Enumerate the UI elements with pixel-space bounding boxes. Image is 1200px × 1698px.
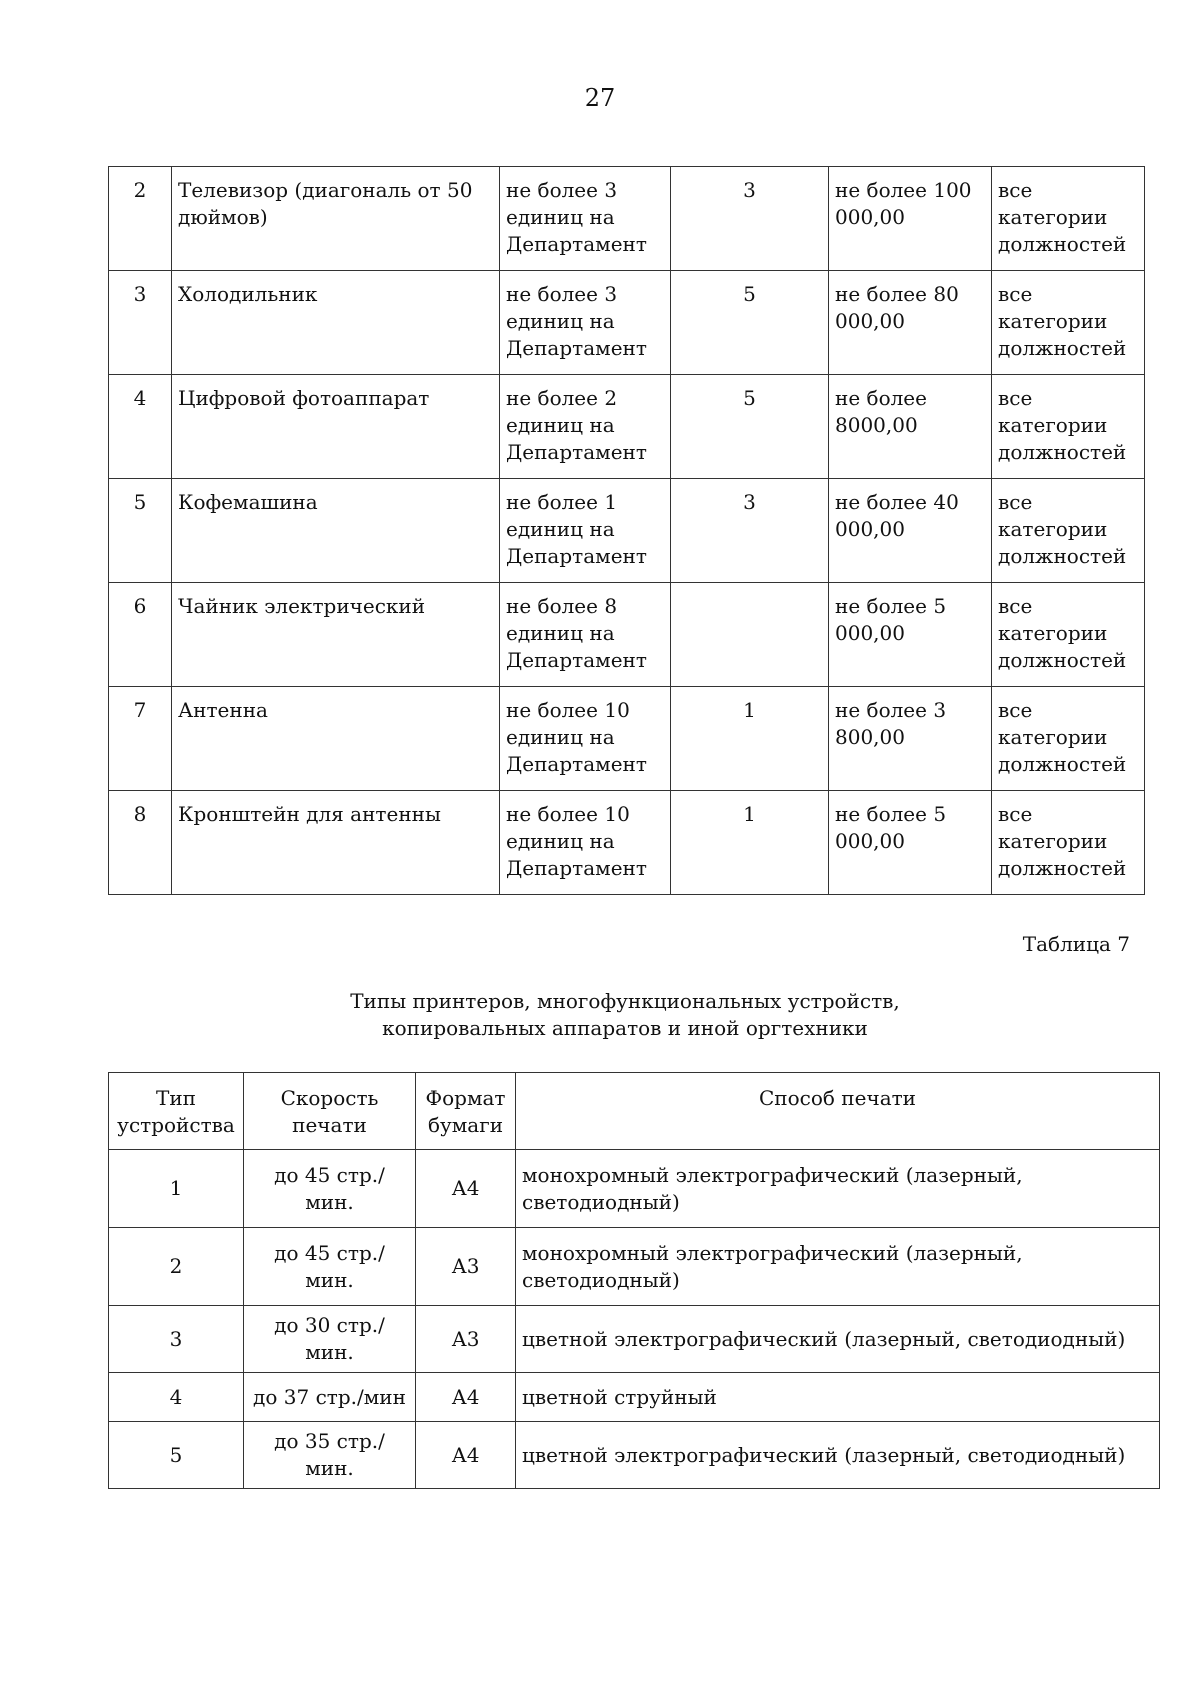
equipment-table xyxy=(108,166,1145,895)
item-years: 5 xyxy=(671,271,829,375)
item-name: Холодильник xyxy=(172,271,500,375)
print-speed: до 30 стр./мин. xyxy=(244,1306,416,1373)
item-price: не более 5 000,00 xyxy=(829,583,992,687)
table-row xyxy=(109,375,1145,479)
table-caption: Таблица 7 xyxy=(1022,932,1130,956)
header-print-method: Способ печати xyxy=(516,1073,1160,1150)
paper-format: А3 xyxy=(416,1306,516,1373)
print-method: цветной электрографический (лазерный, светодиодный) xyxy=(516,1306,1160,1373)
device-type: 1 xyxy=(109,1150,244,1228)
item-quantity: не более 1 единиц на Департамент xyxy=(500,479,671,583)
item-quantity: не более 2 единиц на Департамент xyxy=(500,375,671,479)
table-row xyxy=(109,167,1145,271)
item-price: не более 80 000,00 xyxy=(829,271,992,375)
header-device-type: Тип устройства xyxy=(109,1073,244,1150)
print-method: цветной электрографический (лазерный, светодиодный) xyxy=(516,1422,1160,1489)
table-row xyxy=(109,687,1145,791)
print-method: цветной струйный xyxy=(516,1373,1160,1422)
item-name: Антенна xyxy=(172,687,500,791)
item-years: 3 xyxy=(671,167,829,271)
table-row xyxy=(109,1228,1160,1306)
item-price: не более 5 000,00 xyxy=(829,791,992,895)
item-name: Телевизор (диагональ от 50 дюймов) xyxy=(172,167,500,271)
item-category: все категории должностей xyxy=(992,791,1145,895)
row-number: 7 xyxy=(109,687,172,791)
item-quantity: не более 8 единиц на Департамент xyxy=(500,583,671,687)
header-print-speed: Скорость печати xyxy=(244,1073,416,1150)
table-row xyxy=(109,1306,1160,1373)
item-name: Чайник электрический xyxy=(172,583,500,687)
print-method: монохромный электрографический (лазерный, светодиодный) xyxy=(516,1150,1160,1228)
item-name: Кофемашина xyxy=(172,479,500,583)
item-category: все категории должностей xyxy=(992,167,1145,271)
table-row xyxy=(109,1373,1160,1422)
item-name: Кронштейн для антенны xyxy=(172,791,500,895)
item-years xyxy=(671,583,829,687)
item-price: не более 100 000,00 xyxy=(829,167,992,271)
item-quantity: не более 3 единиц на Департамент xyxy=(500,167,671,271)
item-category: все категории должностей xyxy=(992,479,1145,583)
printer-types-table xyxy=(108,1072,1160,1489)
device-type: 5 xyxy=(109,1422,244,1489)
row-number: 6 xyxy=(109,583,172,687)
item-quantity: не более 10 единиц на Департамент xyxy=(500,687,671,791)
item-name: Цифровой фотоаппарат xyxy=(172,375,500,479)
item-price: не более 3 800,00 xyxy=(829,687,992,791)
item-years: 1 xyxy=(671,791,829,895)
table-header-row xyxy=(109,1073,1160,1150)
paper-format: А4 xyxy=(416,1150,516,1228)
print-speed: до 45 стр./мин. xyxy=(244,1150,416,1228)
table-row xyxy=(109,271,1145,375)
row-number: 5 xyxy=(109,479,172,583)
table-title-line: Типы принтеров, многофункциональных устройств, xyxy=(350,989,900,1013)
item-years: 3 xyxy=(671,479,829,583)
item-years: 1 xyxy=(671,687,829,791)
item-category: все категории должностей xyxy=(992,583,1145,687)
item-price: не более 8000,00 xyxy=(829,375,992,479)
table-row xyxy=(109,583,1145,687)
item-years: 5 xyxy=(671,375,829,479)
print-speed: до 35 стр./мин. xyxy=(244,1422,416,1489)
table-title-line: копировальных аппаратов и иной оргтехники xyxy=(382,1016,868,1040)
paper-format: А4 xyxy=(416,1422,516,1489)
row-number: 8 xyxy=(109,791,172,895)
header-paper-format: Формат бумаги xyxy=(416,1073,516,1150)
item-quantity: не более 10 единиц на Департамент xyxy=(500,791,671,895)
print-speed: до 37 стр./мин xyxy=(244,1373,416,1422)
table-row xyxy=(109,479,1145,583)
item-price: не более 40 000,00 xyxy=(829,479,992,583)
row-number: 4 xyxy=(109,375,172,479)
item-category: все категории должностей xyxy=(992,375,1145,479)
paper-format: А3 xyxy=(416,1228,516,1306)
table-row xyxy=(109,1150,1160,1228)
table-row xyxy=(109,791,1145,895)
item-category: все категории должностей xyxy=(992,687,1145,791)
device-type: 3 xyxy=(109,1306,244,1373)
print-speed: до 45 стр./мин. xyxy=(244,1228,416,1306)
device-type: 2 xyxy=(109,1228,244,1306)
page-number: 27 xyxy=(584,84,616,112)
table-row xyxy=(109,1422,1160,1489)
item-quantity: не более 3 единиц на Департамент xyxy=(500,271,671,375)
device-type: 4 xyxy=(109,1373,244,1422)
row-number: 3 xyxy=(109,271,172,375)
paper-format: А4 xyxy=(416,1373,516,1422)
table-title xyxy=(200,988,1050,1042)
row-number: 2 xyxy=(109,167,172,271)
print-method: монохромный электрографический (лазерный, светодиодный) xyxy=(516,1228,1160,1306)
item-category: все категории должностей xyxy=(992,271,1145,375)
